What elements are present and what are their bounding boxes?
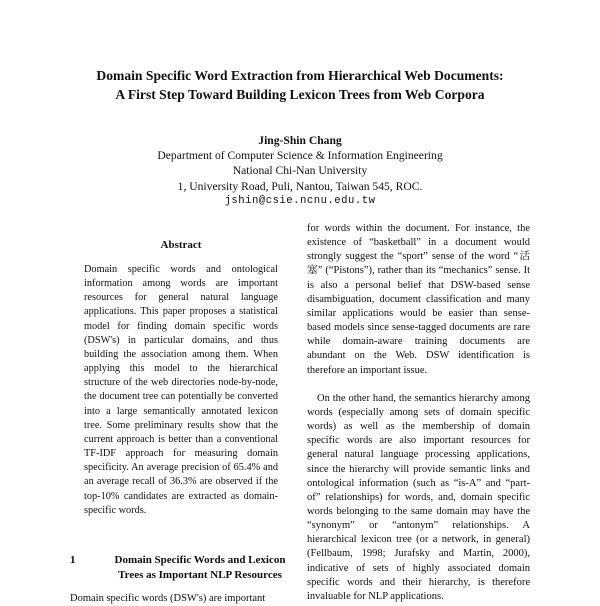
abstract-heading: Abstract [160, 239, 202, 251]
section-number: 1 [70, 554, 76, 566]
author-email: jshin@csie.ncnu.edu.tw [224, 194, 376, 207]
paragraph-1-start: for words within the document. For instance, the existence of “basketball” in a document would strongly suggest the “sport” sense of the word “ [307, 223, 530, 263]
author-name: Jing-Shin Chang [258, 134, 342, 147]
abstract-text: Domain specific words and ontological information among words are important resources for general natural language applications. This paper proposes a statistical model for finding domain specific words (DSW's) in particular domains, and thus building the association among them. When applying this model to the hierarchical structure of the web directories node-by-node, the document tree can potentially be converted into a large semantically annotated lexicon tree. Some preliminary results show that the current approach is better than a conventional TF-IDF approach for measuring domain specificity. An average precision of 65.4% and an average recall of 36.3% are observed if the top-10% candidates are extracted as domain-specific words. [84, 264, 278, 516]
author-university: National Chi-Nan University [232, 164, 368, 178]
section-title [100, 553, 300, 582]
author-block [30, 133, 570, 209]
right-column [307, 222, 530, 604]
section-title-line-1: Domain Specific Words and Lexicon [114, 554, 286, 566]
section-1-first-line: Domain specific words (DSW's) are important [70, 593, 266, 604]
author-address: 1, University Road, Puli, Nantou, Taiwan 545, ROC. [177, 179, 423, 193]
left-column [70, 238, 292, 518]
author-department: Department of Computer Science & Information Engineering [157, 149, 443, 163]
paragraph-1-end: ” (“Pistons”), rather than its “mechanics” sense. It is also a personal belief that DSW-based sense disambiguation, document classification and many similar applications would be easier than sense-based models since sense-tagged documents are rare while domain-aware training documents are abundant on the Web. DSW identification is therefore an important issue. [307, 265, 531, 376]
title-line-2: A First Step Toward Building Lexicon Trees from Web Corpora [115, 87, 485, 102]
chinese-term: 活塞 [307, 251, 531, 277]
paper-title [30, 66, 570, 104]
paragraph-2: On the other hand, the semantics hierarchy among words (especially among sets of domain specific words) as well as the membership of domain specific words are also important resources for general natural language processing applications, since the hierarchy will provide semantic links and ontological information (such as “is-A” and “part-of” relationships) for words, and, domain specific words belonging to the same domain may have the “synonym” or “antonym” relationships. A hierarchical lexicon tree (or a network, in general) (Fellbaum, 1998; Jurafsky and Martin, 2000), indicative of sets of highly associated domain specific words and their hierarchy, is therefore invaluable for NLP applications. [307, 392, 530, 602]
title-line-1: Domain Specific Word Extraction from Hierarchical Web Documents: [96, 68, 504, 83]
paragraph-1 [307, 222, 530, 378]
section-title-line-2: Trees as Important NLP Resources [118, 568, 282, 581]
